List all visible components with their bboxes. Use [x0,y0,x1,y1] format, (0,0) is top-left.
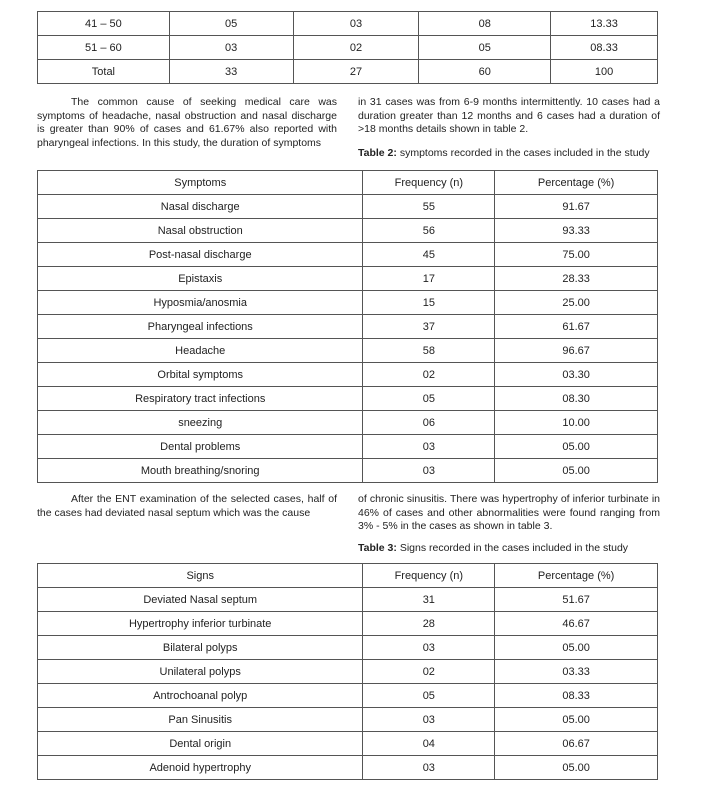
table-cell: 46.67 [495,612,658,636]
table-cell: 10.00 [495,411,658,435]
column-header: Percentage (%) [495,171,658,195]
table-row [38,315,658,339]
table-row [38,756,658,780]
table-cell: Antrochoanal polyp [38,684,363,708]
table-row [38,36,658,60]
table-cell: 05 [169,12,293,36]
table-row [38,12,658,36]
table-cell: Deviated Nasal septum [38,588,363,612]
table-cell: Mouth breathing/snoring [38,459,363,483]
table-cell: Dental problems [38,435,363,459]
table-cell: 05.00 [495,756,658,780]
table-cell: sneezing [38,411,363,435]
table-cell: 03 [363,708,495,732]
table-row [38,60,658,84]
table-cell: 13.33 [551,12,658,36]
table-row [38,387,658,411]
table-cell: 05.00 [495,435,658,459]
table2-caption-label: Table 2: [358,147,397,159]
table-row [38,411,658,435]
table-cell: 03 [169,36,293,60]
table-cell: 25.00 [495,291,658,315]
table-cell: 03.33 [495,660,658,684]
table-header-row [38,564,658,588]
table-cell: 75.00 [495,243,658,267]
table-cell: 03.30 [495,363,658,387]
table-cell: Headache [38,339,363,363]
table-cell: 51 – 60 [38,36,170,60]
table-cell: 05.00 [495,459,658,483]
table-cell: Bilateral polyps [38,636,363,660]
column-header: Percentage (%) [495,564,658,588]
table-cell: 08.30 [495,387,658,411]
table-cell: 37 [363,315,495,339]
table-cell: 61.67 [495,315,658,339]
table-cell: 56 [363,219,495,243]
table-row [38,243,658,267]
table-cell: 28.33 [495,267,658,291]
table-cell: 05 [419,36,551,60]
table-cell: 03 [363,435,495,459]
table-cell: 91.67 [495,195,658,219]
table-cell: 45 [363,243,495,267]
table-cell: 02 [363,363,495,387]
table-cell: 55 [363,195,495,219]
table-cell: 60 [419,60,551,84]
symptoms-table [37,170,658,483]
table-cell: Hypertrophy inferior turbinate [38,612,363,636]
table-row [38,732,658,756]
table-cell: Respiratory tract infections [38,387,363,411]
table-cell: 03 [293,12,419,36]
table-row [38,339,658,363]
age-distribution-table [37,11,658,84]
table-cell: Post-nasal discharge [38,243,363,267]
table-cell: 08.33 [495,684,658,708]
table-cell: 15 [363,291,495,315]
table-row [38,291,658,315]
table-cell: Unilateral polyps [38,660,363,684]
table-cell: 02 [293,36,419,60]
table-cell: 03 [363,756,495,780]
table-cell: 58 [363,339,495,363]
column-header: Symptoms [38,171,363,195]
table-cell: 96.67 [495,339,658,363]
paragraph-common-cause: The common cause of seeking medical care was symptoms of headache, nasal obstruction and nasal discharge is greater than 90% of cases and 61.67% also reported with pharyngeal infections. In this study, the duration of symptoms [37,96,337,149]
column-header: Signs [38,564,363,588]
table-row [38,588,658,612]
column-header: Frequency (n) [363,171,495,195]
table2-caption-text: symptoms recorded in the cases included in the study [396,147,650,159]
paragraph-duration: in 31 cases was from 6-9 months intermittently. 10 cases had a duration greater than 12 months and 6 cases had a duration of >18 months details shown in table 2. [358,96,660,135]
table-cell: 100 [551,60,658,84]
table-cell: 05.00 [495,636,658,660]
table-cell: 05 [363,387,495,411]
table-cell: 06 [363,411,495,435]
table3-caption [358,542,628,554]
table-cell: Orbital symptoms [38,363,363,387]
table-cell: Pan Sinusitis [38,708,363,732]
column-header: Frequency (n) [363,564,495,588]
table-cell: 05.00 [495,708,658,732]
table-cell: 08 [419,12,551,36]
paragraph-sinusitis: of chronic sinusitis. There was hypertrophy of inferior turbinate in 46% of cases and other abnormalities were found ranging from 3% - 5% in the cases as shown in table 3. [358,493,660,532]
table-cell: 28 [363,612,495,636]
table-cell: 31 [363,588,495,612]
table-cell: 17 [363,267,495,291]
table2-caption [358,147,650,159]
table-cell: 41 – 50 [38,12,170,36]
table-cell: Pharyngeal infections [38,315,363,339]
table-cell: Dental origin [38,732,363,756]
table-row [38,219,658,243]
table-cell: Nasal obstruction [38,219,363,243]
table-row [38,195,658,219]
table-row [38,612,658,636]
table-cell: 08.33 [551,36,658,60]
table-cell: 05 [363,684,495,708]
table-cell: 93.33 [495,219,658,243]
table-row [38,459,658,483]
table-cell: 02 [363,660,495,684]
table-row [38,660,658,684]
table-header-row [38,171,658,195]
table-cell: 03 [363,459,495,483]
table-row [38,636,658,660]
table-cell: 06.67 [495,732,658,756]
table3-caption-label: Table 3: [358,542,397,554]
paragraph-ent-exam: After the ENT examination of the selected cases, half of the cases had deviated nasal septum which was the cause [37,493,337,519]
table3-caption-text: Signs recorded in the cases included in the study [396,542,629,554]
table-cell: Total [38,60,170,84]
table-cell: 03 [363,636,495,660]
table-cell: 33 [169,60,293,84]
table-cell: Nasal discharge [38,195,363,219]
signs-table [37,563,658,780]
table-row [38,708,658,732]
table-cell: 04 [363,732,495,756]
table-row [38,684,658,708]
table-cell: Hyposmia/anosmia [38,291,363,315]
table-cell: Epistaxis [38,267,363,291]
table-cell: 51.67 [495,588,658,612]
table-row [38,363,658,387]
table-cell: Adenoid hypertrophy [38,756,363,780]
table-row [38,435,658,459]
table-cell: 27 [293,60,419,84]
table-row [38,267,658,291]
